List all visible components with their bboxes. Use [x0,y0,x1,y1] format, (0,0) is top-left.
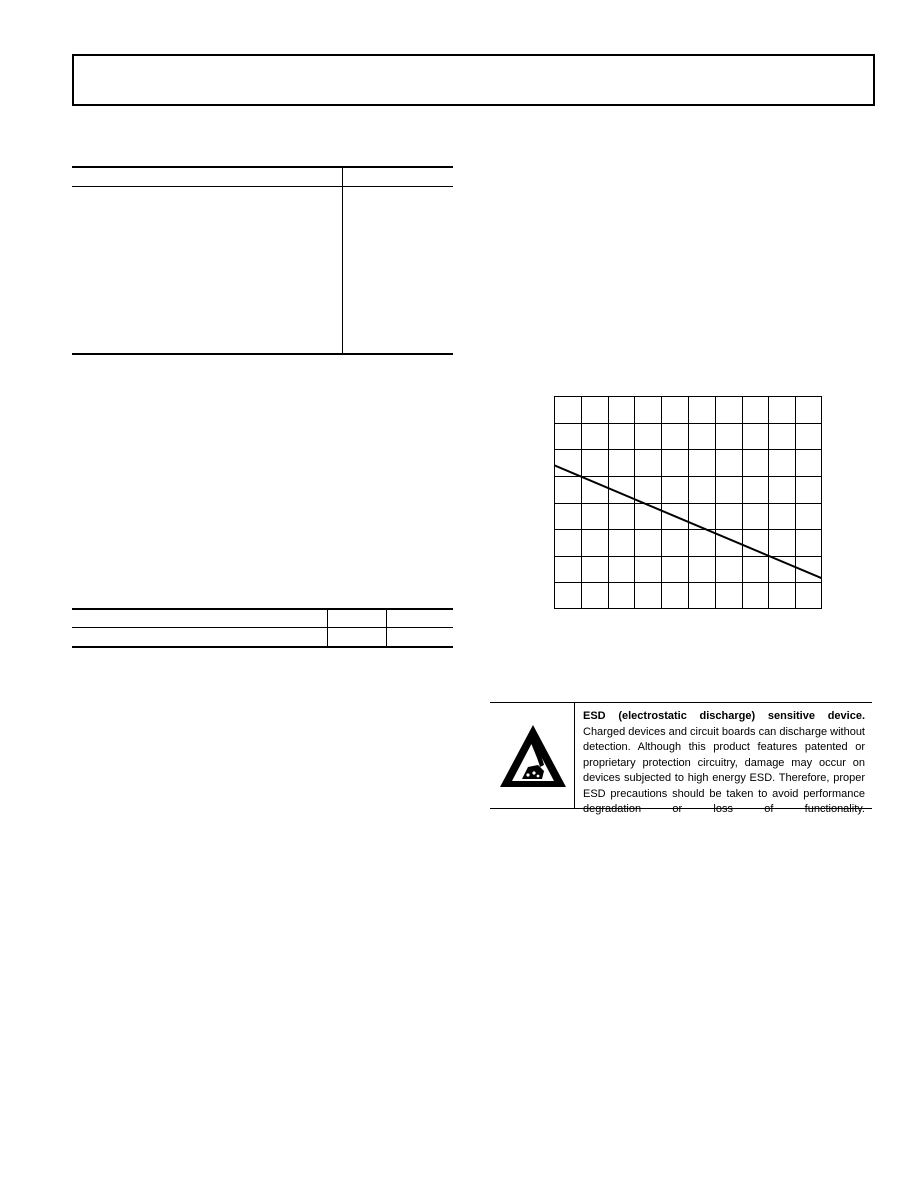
table-1-bottom-rule [72,353,453,355]
esd-body: Charged devices and circuit boards can discharge without detection. Although this product features patented or proprietary protection circuitry, damage may occur on devices subjected to high energy ESD. Therefore, proper ESD precautions should be taken to avoid performance degradation or loss of functionality. [583,725,865,815]
page-header-box [72,54,875,106]
esd-divider [574,703,575,808]
derating-chart [554,396,822,609]
table-1-header-rule [72,186,453,187]
esd-warning-triangle-icon [498,721,568,791]
esd-lead: ESD (electrostatic discharge) sensitive device. [583,710,865,722]
table-2-column-divider-2 [386,610,387,647]
table-1-top-rule [72,166,453,168]
esd-text [583,709,865,818]
table-2-top-rule [72,608,453,610]
table-2-header-rule [72,627,453,628]
table-2-bottom-rule [72,646,453,648]
table-1-column-divider [342,168,343,354]
table-2-column-divider-1 [327,610,328,647]
esd-notice [490,702,872,815]
chart-grid [554,396,822,609]
